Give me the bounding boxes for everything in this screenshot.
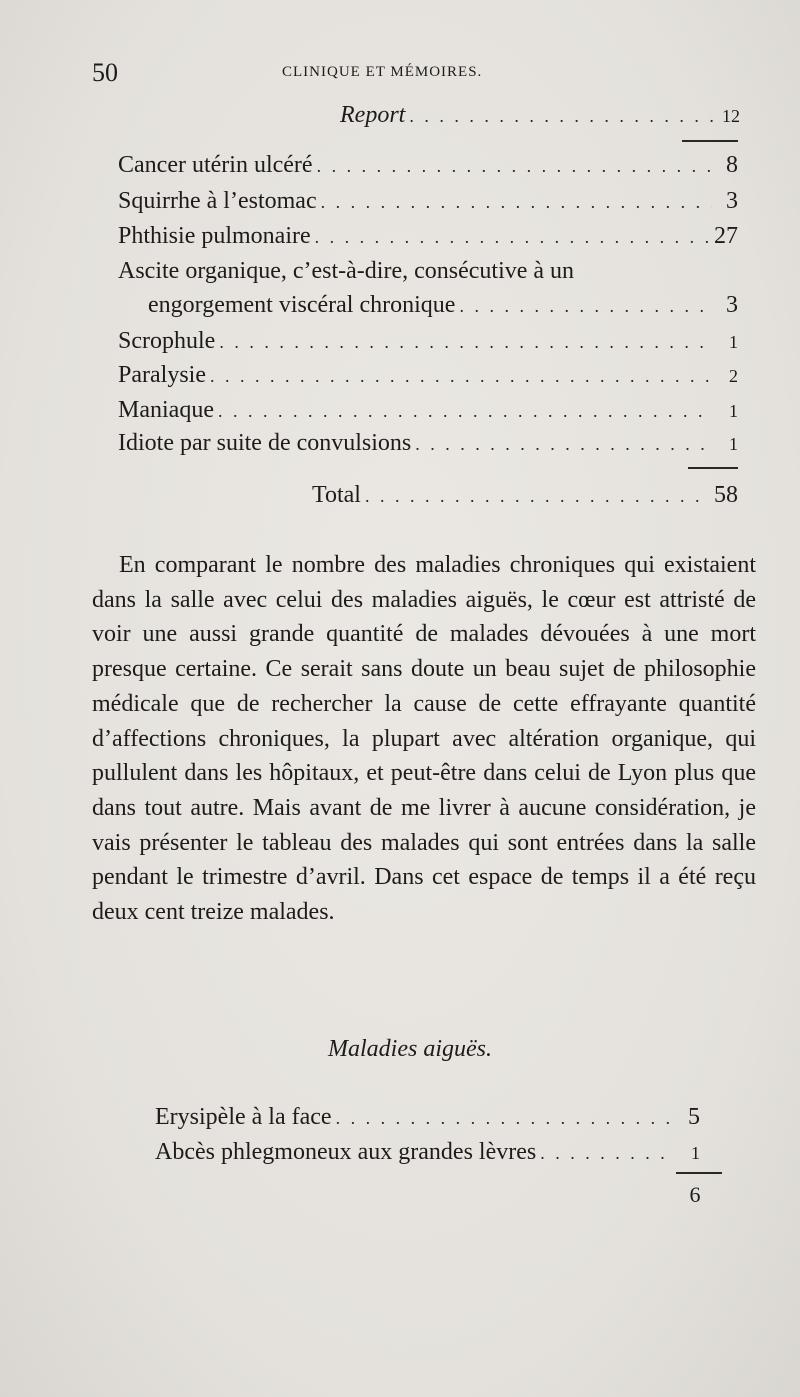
leader-dots [218,396,712,426]
row-label: Maniaque [118,397,214,423]
row-value: 5 [688,1104,700,1130]
body-paragraph: En comparant le nombre des maladies chroniques qui existaient dans la salle avec celui des maladies aiguës, le cœur est attristé de voir une aussi grande quantité de malades dévouées à une mort presque certaine. Ce serait sans doute un beau sujet de philosophie médicale que de rechercher la cause de cette effrayante quantité d’affections chroniques, la plupart avec altération organique, qui pullulent dans les hôpitaux, et peut-être dans celui de Lyon plus que dans tout autre. Mais avant de me livrer à aucune considération, je vais présenter le tableau des malades qui sont entrées dans la salle pendant le trimestre d’avril. Dans cet espace de temps il a été reçu deux cent treize malades. [92,552,756,926]
leader-dots [321,187,712,217]
row-value: 8 [726,152,738,178]
row-label: Paralysie [118,362,206,388]
table-row [118,428,738,459]
table-row [118,395,738,426]
row-value: 3 [726,188,738,214]
leader-dots [317,151,712,181]
row-value: 2 [729,366,738,386]
row-label: Cancer utérin ulcéré [118,152,313,178]
row-label: Phthisie pulmonaire [118,223,311,249]
row-value: 1 [729,332,738,352]
leader-dots [219,327,712,357]
subtotal-value: 6 [689,1182,701,1207]
total-label: Total [312,482,361,508]
table-row [148,290,738,321]
table-row [155,1102,700,1133]
table-row [118,186,738,217]
row-label: Ascite organique, c’est-à-dire, consécutive à un [118,258,575,284]
leader-dots [540,1138,674,1168]
row-value: 1 [729,401,738,421]
subtotal-rule [676,1172,722,1174]
table-row [118,360,738,391]
leader-dots [459,291,712,321]
section-title: Maladies aiguës. [328,1036,492,1062]
report-label: Report [340,102,406,128]
total-rule [688,467,738,469]
running-head: CLINIQUE ET MÉMOIRES. [282,64,483,80]
table-row [118,256,738,286]
table-row [155,1137,700,1168]
row-value: 1 [729,434,738,454]
page-number: 50 [92,58,118,87]
row-value: 1 [691,1143,700,1163]
table-row [118,326,738,357]
row-label: Squirrhe à l’estomac [118,188,317,214]
leader-dots [210,361,712,391]
leader-dots [336,1103,674,1133]
report-rule [682,140,738,142]
leader-dots [409,101,714,131]
report-line [340,100,740,136]
row-label: Erysipèle à la face [155,1104,332,1130]
row-value: 3 [726,292,738,318]
row-label: engorgement viscéral chronique [148,292,456,318]
row-label: Idiote par suite de convulsions [118,430,412,456]
leader-dots [415,429,712,459]
row-label: Scrophule [118,328,216,354]
total-row [312,480,738,511]
table-row [118,221,738,252]
leader-dots [315,222,710,252]
table-row [118,150,738,181]
leader-dots [365,481,710,511]
report-value: 12 [722,106,740,126]
page-header [92,58,742,88]
row-value: 27 [714,223,738,249]
total-value: 58 [714,482,738,508]
row-label: Abcès phlegmoneux aux grandes lèvres [155,1139,537,1165]
